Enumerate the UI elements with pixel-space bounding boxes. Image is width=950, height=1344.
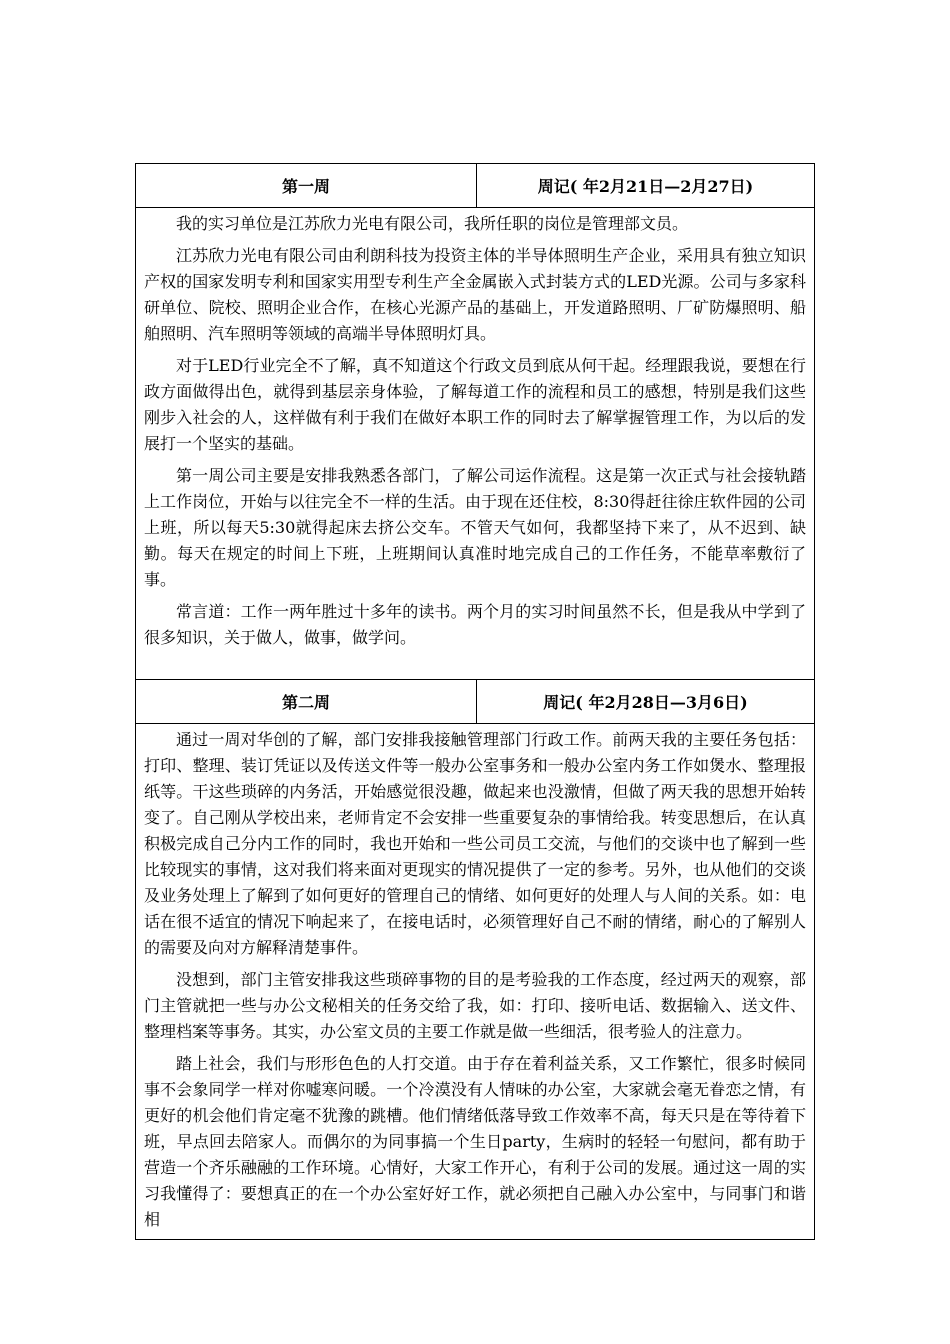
week2-header-row	[136, 680, 815, 724]
week2-body	[136, 724, 815, 1240]
week1-body	[136, 208, 815, 680]
week2-paragraph: 通过一周对华创的了解，部门安排我接触管理部门行政工作。前两天我的主要任务包括：打印、整理、装订凭证以及传送文件等一般办公室事务和一般办公室内务工作如煲水、整理报纸等。干这些琐碎的内务活，开始感觉很没趣，做起来也没激情，但做了两天我的思想开始转变了。自己刚从学校出来，老师肯定不会安排一些重要复杂的事情给我。转变思想后，在认真积极完成自己分内工作的同时，我也开始和一些公司员工交流，与他们的交谈中也了解到一些比较现实的事情，这对我们将来面对更现实的情况提供了一定的参考。另外，也从他们的交谈及业务处理上了解到了如何更好的管理自己的情绪、如何更好的处理人与人间的关系。如：电话在很不适宜的情况下响起来了，在接电话时，必须管理好自己不耐的情绪，耐心的了解别人的需要及向对方解释清楚事件。	[144, 730, 806, 957]
week1-journal-table	[135, 163, 815, 680]
week2-title: 第二周	[136, 680, 477, 724]
week1-paragraph: 江苏欣力光电有限公司由利朗科技为投资主体的半导体照明生产企业，采用具有独立知识产权的国家发明专利和国家实用型专利生产全金属嵌入式封装方式的LED光源。公司与多家科研单位、院校、照明企业合作，在核心光源产品的基础上，开发道路照明、厂矿防爆照明、船舶照明、汽车照明等领域的高端半导体照明灯具。	[144, 246, 806, 343]
week1-date-label: 周记( 年2月21日—2月27日)	[477, 164, 815, 208]
week2-body-row	[136, 724, 815, 1240]
week1-title: 第一周	[136, 164, 477, 208]
week2-paragraph: 踏上社会，我们与形形色色的人打交道。由于存在着利益关系，又工作繁忙，很多时候同事不会象同学一样对你嘘寒问暖。一个冷漠没有人情味的办公室，大家就会毫无眷恋之情，有更好的机会他们肯定毫不犹豫的跳槽。他们情绪低落导致工作效率不高，每天只是在等待着下班，早点回去陪家人。而偶尔的为同事搞一个生日party，生病时的轻轻一句慰问，都有助于营造一个齐乐融融的工作环境。心情好，大家工作开心，有利于公司的发展。通过这一周的实习我懂得了：要想真正的在一个办公室好好工作，就必须把自己融入办公室中，与同事门和谐相	[144, 1054, 806, 1229]
week1-body-row	[136, 208, 815, 680]
week2-paragraph: 没想到，部门主管安排我这些琐碎事物的目的是考验我的工作态度，经过两天的观察，部门主管就把一些与办公文秘相关的任务交给了我，如：打印、接听电话、数据输入、送文件、整理档案等事务。其实，办公室文员的主要工作就是做一些细活，很考验人的注意力。	[144, 970, 806, 1041]
week1-paragraph: 我的实习单位是江苏欣力光电有限公司，我所任职的岗位是管理部文员。	[176, 214, 689, 233]
week2-date-label: 周记( 年2月28日—3月6日)	[477, 680, 815, 724]
week2-journal-table	[135, 679, 815, 1240]
week1-header-row	[136, 164, 815, 208]
week1-paragraph: 对于LED行业完全不了解，真不知道这个行政文员到底从何干起。经理跟我说，要想在行政方面做得出色，就得到基层亲身体验，了解每道工作的流程和员工的感想，特别是我们这些刚步入社会的人，这样做有利于我们在做好本职工作的同时去了解掌握管理工作，为以后的发展打一个坚实的基础。	[144, 356, 806, 453]
week1-paragraph: 常言道：工作一两年胜过十多年的读书。两个月的实习时间虽然不长，但是我从中学到了很多知识，关于做人，做事，做学问。	[144, 602, 806, 647]
week1-paragraph: 第一周公司主要是安排我熟悉各部门，了解公司运作流程。这是第一次正式与社会接轨踏上工作岗位，开始与以往完全不一样的生活。由于现在还住校，8:30得赶往徐庄软件园的公司上班，所以每天5:30就得起床去挤公交车。不管天气如何，我都坚持下来了，从不迟到、缺勤。每天在规定的时间上下班，上班期间认真准时地完成自己的工作任务，不能草率敷衍了事。	[144, 466, 806, 589]
